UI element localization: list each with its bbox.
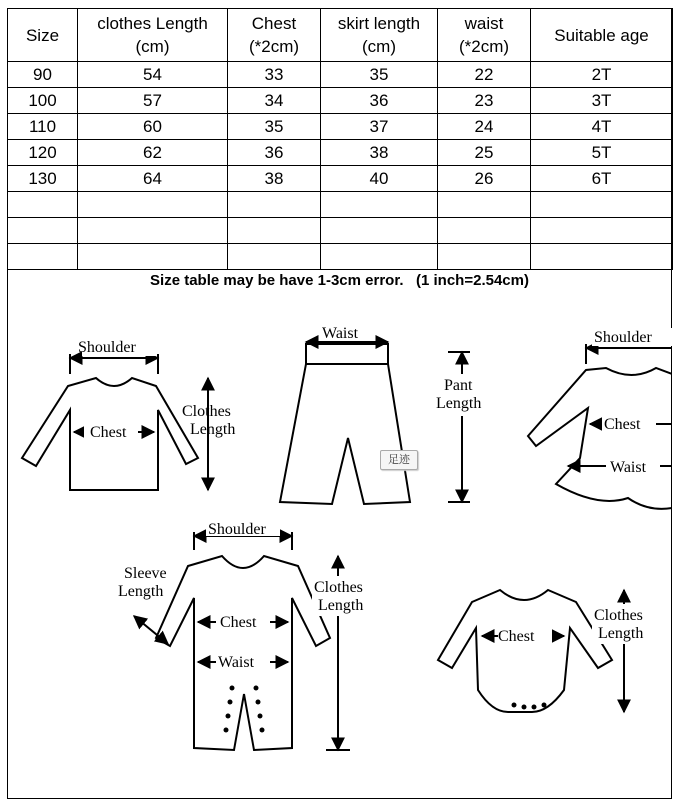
table-row: [8, 114, 673, 140]
table-cell: 40: [321, 166, 438, 192]
table-cell: 5T: [531, 140, 673, 166]
table-row: [8, 88, 673, 114]
table-cell: [8, 192, 78, 218]
table-cell: 3T: [531, 88, 673, 114]
bodysuit-clothes-length-label-1: Clothes: [594, 607, 643, 624]
table-cell: [78, 192, 228, 218]
table-cell: 22: [438, 62, 531, 88]
table-cell: [531, 192, 673, 218]
table-cell: 34: [228, 88, 321, 114]
table-row: [8, 166, 673, 192]
table-cell: [228, 192, 321, 218]
table-cell: [531, 218, 673, 244]
table-cell: 64: [78, 166, 228, 192]
table-cell: 62: [78, 140, 228, 166]
column-header: waist (*2cm): [438, 9, 531, 62]
table-cell: 36: [228, 140, 321, 166]
table-cell: 35: [321, 62, 438, 88]
table-row: [8, 192, 673, 218]
column-header: skirt length (cm): [321, 9, 438, 62]
table-cell: [321, 192, 438, 218]
pants-waist-label: Waist: [322, 325, 359, 342]
table-cell: 25: [438, 140, 531, 166]
table-cell: 26: [438, 166, 531, 192]
table-cell: [228, 218, 321, 244]
pants-diagram: [280, 342, 470, 504]
romper-sleeve-length-label-1: Sleeve: [124, 565, 167, 582]
table-row: [8, 218, 673, 244]
table-cell: [321, 218, 438, 244]
shirt-clothes-length-label-2: Length: [190, 421, 236, 438]
pants-length-label-2: Length: [436, 395, 482, 412]
table-cell: 130: [8, 166, 78, 192]
column-header: clothes Length (cm): [78, 9, 228, 62]
table-cell: [78, 244, 228, 270]
table-cell: [78, 218, 228, 244]
tooltip-badge: 足迹: [380, 450, 418, 470]
table-cell: 37: [321, 114, 438, 140]
dress-shoulder-label: Shoulder: [594, 329, 652, 346]
table-cell: 2T: [531, 62, 673, 88]
table-cell: 6T: [531, 166, 673, 192]
table-cell: [531, 244, 673, 270]
table-row: [8, 62, 673, 88]
table-row: [8, 140, 673, 166]
romper-sleeve-length-label-2: Length: [118, 583, 164, 600]
romper-chest-label: Chest: [220, 614, 257, 631]
bodysuit-chest-label: Chest: [498, 628, 535, 645]
romper-clothes-length-label-1: Clothes: [314, 579, 363, 596]
bodysuit-clothes-length-label-2: Length: [598, 625, 644, 642]
table-cell: 54: [78, 62, 228, 88]
table-cell: 35: [228, 114, 321, 140]
shirt-shoulder-label: Shoulder: [78, 339, 136, 356]
table-cell: 23: [438, 88, 531, 114]
table-cell: 120: [8, 140, 78, 166]
romper-waist-label: Waist: [218, 654, 255, 671]
column-header: Suitable age: [531, 9, 673, 62]
table-row: [8, 244, 673, 270]
pants-length-label-1: Pant: [444, 377, 473, 394]
table-cell: 38: [321, 140, 438, 166]
size-table: [7, 8, 673, 270]
table-cell: 57: [78, 88, 228, 114]
column-header: Size: [8, 9, 78, 62]
size-note: Size table may be have 1-3cm error. (1 inch=2.54cm): [150, 272, 529, 289]
table-cell: 90: [8, 62, 78, 88]
table-cell: 38: [228, 166, 321, 192]
table-cell: [321, 244, 438, 270]
table-cell: [438, 244, 531, 270]
table-cell: 33: [228, 62, 321, 88]
shirt-clothes-length-label-1: Clothes: [182, 403, 231, 420]
table-cell: 60: [78, 114, 228, 140]
garment-diagrams: [8, 298, 672, 798]
dress-waist-label: Waist: [610, 459, 647, 476]
column-header: Chest (*2cm): [228, 9, 321, 62]
romper-clothes-length-label-2: Length: [318, 597, 364, 614]
table-cell: [8, 218, 78, 244]
table-cell: [438, 192, 531, 218]
table-cell: 100: [8, 88, 78, 114]
romper-shoulder-label: Shoulder: [208, 521, 266, 538]
table-cell: 24: [438, 114, 531, 140]
table-cell: 36: [321, 88, 438, 114]
table-cell: [8, 244, 78, 270]
dress-chest-label: Chest: [604, 416, 641, 433]
shirt-chest-label: Chest: [90, 424, 127, 441]
table-cell: [228, 244, 321, 270]
table-cell: 4T: [531, 114, 673, 140]
table-cell: [438, 218, 531, 244]
table-header-row: [8, 9, 673, 62]
table-cell: 110: [8, 114, 78, 140]
